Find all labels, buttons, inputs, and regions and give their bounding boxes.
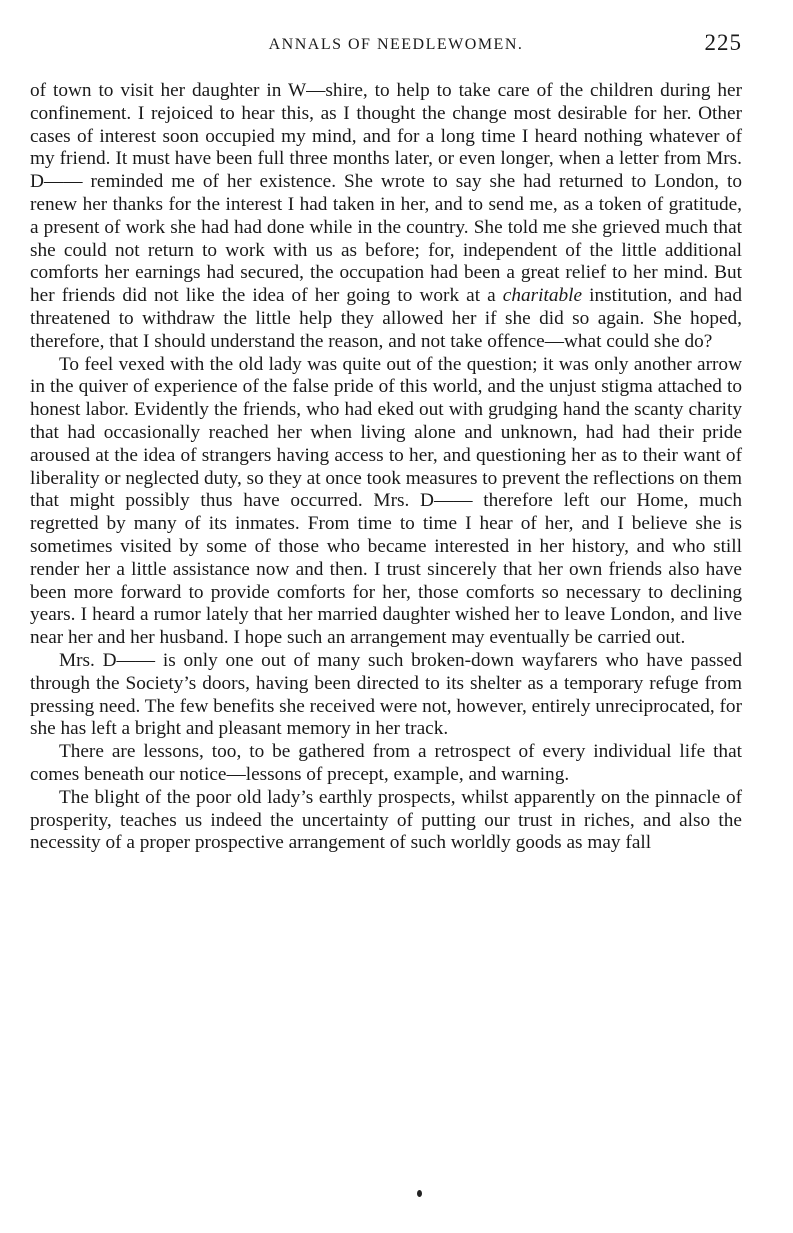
footer-ink-mark [417, 1190, 422, 1197]
running-head: ANNALS OF NEEDLEWOMEN. [268, 36, 524, 53]
paragraph-5: The blight of the poor old lady’s earthly prospects, whilst apparently on the pinnacle of prosperity, teaches us indeed the uncertainty of putting our trust in riches, and also the necessity of a proper prospective arrangement of such worldly goods as may fall [30, 786, 742, 854]
paragraph-4: There are lessons, too, to be gathered from a retrospect of every individual life that comes beneath our notice—lessons of precept, example, and warning. [30, 741, 742, 785]
paragraph-1-text-a: of town to visit her daughter in W—shire, to help to take care of the children during her confinement. I rejoiced to hear this, as I thought the change most desirable for her. Other cases of interest soon occupied my mind, and for a long time I heard nothing whatever of my friend. It must have been full three months later, or even longer, when a letter from Mrs. D—— reminded me of her existence. She wrote to say she had returned to London, to renew her thanks for the interest I had taken in her, and to send me, as a token of gratitude, a present of work she had had done while in the country. She told me she grieved much that she could not return to work with us as before; for, independent of the little additional comforts her earnings had secured, the occupation had been a great relief to her mind. But her friends did not like the idea of her going to work at a [30, 80, 742, 307]
paragraph-1-text-b: institution, and had threatened to withdraw the little help they allowed her if she did so again. She hoped, therefore, that I should understand the reason, and not take offence—what could she do? [30, 285, 742, 352]
paragraph-1 [30, 80, 742, 354]
paragraph-3: Mrs. D—— is only one out of many such broken-down wayfarers who have passed through the Society’s doors, having been directed to its shelter as a temporary refuge from pressing need. The few benefits she received were not, however, entirely unreciprocated, for she has left a bright and pleasant memory in her track. [30, 649, 742, 740]
body-text [30, 80, 742, 855]
page-header [30, 30, 742, 60]
emphasis-charitable: charitable [502, 285, 583, 307]
page-number: 225 [704, 30, 742, 55]
paragraph-2: To feel vexed with the old lady was quite out of the question; it was only another arrow in the quiver of experience of the false pride of this world, and the unjust stigma attached to honest labor. Evidently the friends, who had eked out with grudging hand the scanty charity that had occasionally reached her when living alone and unknown, had had their pride aroused at the idea of strangers having access to her, and questioning her as to their want of liberality or neglected duty, so they at once took measures to prevent the reflections on them that might possibly thus have occurred. Mrs. D—— therefore left our Home, much regretted by many of its inmates. From time to time I hear of her, and I believe she is sometimes visited by some of those who became interested in her history, and who still render her a little assistance now and then. I trust sincerely that her own friends also have been more forward to provide comforts for her, those comforts so necessary to declining years. I heard a rumor lately that her married daughter wished her to leave London, and live near her and her husband. I hope such an arrangement may eventually be carried out. [30, 353, 742, 649]
